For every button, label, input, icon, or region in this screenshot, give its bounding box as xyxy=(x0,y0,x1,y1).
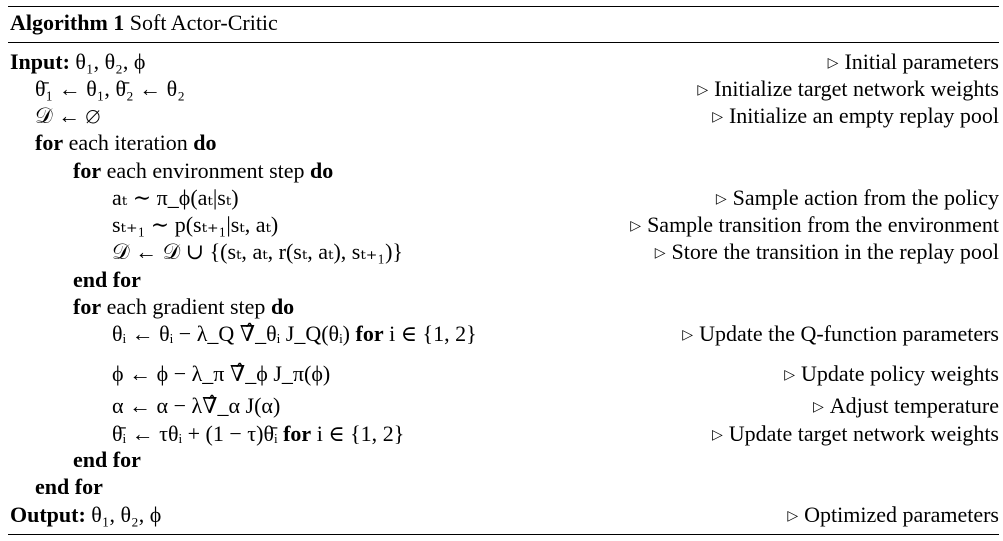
algorithm-code: for each environment step do xyxy=(73,158,334,183)
algorithm-comment xyxy=(787,501,999,532)
algorithm-code: aₜ ∼ π_ϕ(aₜ|sₜ) xyxy=(112,185,239,210)
comment-triangle-icon: ▷ xyxy=(787,509,799,524)
algorithm-code: for each iteration do xyxy=(35,130,217,155)
comment-text: Optimized parameters xyxy=(804,502,999,527)
algorithm-line xyxy=(0,293,999,320)
algorithm-code: Output: θ₁, θ₂, ϕ xyxy=(10,502,162,527)
bottom-rule xyxy=(8,534,999,535)
comment-text: Store the transition in the replay pool xyxy=(671,239,999,264)
comment-triangle-icon: ▷ xyxy=(682,328,694,343)
algorithm-comment xyxy=(813,392,999,423)
algorithm-code: 𝒟 ← 𝒟 ∪ {(sₜ, aₜ, r(sₜ, aₜ), sₜ₊₁)} xyxy=(112,239,403,264)
algorithm-code: θᵢ ← θᵢ − λ_Q ∇̂_θᵢ J_Q(θᵢ) for i ∈ {1, 2} xyxy=(112,321,477,346)
algorithm-line xyxy=(0,211,999,238)
algorithm-code: θ̄₁ ← θ₁, θ̄₂ ← θ₂ xyxy=(35,76,185,101)
algorithm-line xyxy=(0,184,999,211)
algorithm-code: sₜ₊₁ ∼ p(sₜ₊₁|sₜ, aₜ) xyxy=(112,212,279,237)
algorithm-line xyxy=(0,501,999,528)
algorithm-code: end for xyxy=(73,447,141,472)
algorithm-line xyxy=(0,360,999,387)
comment-text: Initialize an empty replay pool xyxy=(728,103,999,128)
comment-text: Sample action from the policy xyxy=(732,185,999,210)
comment-triangle-icon: ▷ xyxy=(827,56,839,71)
algorithm-line xyxy=(0,420,999,447)
algorithm-line xyxy=(0,129,999,156)
algorithm-line xyxy=(0,48,999,75)
algorithm-comment xyxy=(784,360,999,391)
comment-triangle-icon: ▷ xyxy=(784,368,796,383)
comment-text: Initial parameters xyxy=(844,49,999,74)
algorithm-number: Algorithm 1 xyxy=(10,10,125,35)
algorithm-line xyxy=(0,75,999,102)
algorithm-code: end for xyxy=(73,267,141,292)
comment-text: Initialize target network weights xyxy=(714,76,999,101)
algorithm-code: end for xyxy=(35,474,103,499)
comment-triangle-icon: ▷ xyxy=(654,246,666,261)
algorithm-line xyxy=(0,157,999,184)
comment-triangle-icon: ▷ xyxy=(712,110,723,125)
algorithm-title xyxy=(10,9,278,37)
algorithm-comment xyxy=(682,320,999,351)
algorithm-code: for each gradient step do xyxy=(73,294,295,319)
algorithm-line xyxy=(0,238,999,265)
comment-triangle-icon: ▷ xyxy=(711,428,723,443)
algorithm-code: α ← α − λ∇̂_α J(α) xyxy=(112,393,281,418)
title-rule xyxy=(8,42,999,43)
comment-triangle-icon: ▷ xyxy=(812,400,824,415)
algorithm-code: ϕ ← ϕ − λ_π ∇̂_ϕ J_π(ϕ) xyxy=(112,361,331,386)
comment-text: Sample transition from the environment xyxy=(647,212,999,237)
algorithm-code: θ̄ᵢ ← τθᵢ + (1 − τ)θ̄ᵢ for i ∈ {1, 2} xyxy=(112,421,405,446)
comment-text: Update policy weights xyxy=(801,361,999,386)
algorithm-line xyxy=(0,102,999,129)
comment-text: Update the Q-function parameters xyxy=(699,321,999,346)
comment-triangle-icon: ▷ xyxy=(715,192,727,207)
comment-text: Update target network weights xyxy=(728,421,999,446)
algorithm-line xyxy=(0,320,999,347)
comment-triangle-icon: ▷ xyxy=(630,219,642,234)
algorithm-code: Input: θ₁, θ₂, ϕ xyxy=(10,49,146,74)
comment-triangle-icon: ▷ xyxy=(697,83,709,98)
algorithm-code: 𝒟 ← ∅ xyxy=(35,103,101,128)
algorithm-comment xyxy=(655,238,999,269)
algorithm-line xyxy=(0,473,999,500)
algorithm-line xyxy=(0,392,999,419)
algorithm-line xyxy=(0,446,999,473)
algorithm-name: Soft Actor-Critic xyxy=(129,10,278,35)
comment-text: Adjust temperature xyxy=(829,393,999,418)
algorithm-line xyxy=(0,266,999,293)
top-rule xyxy=(8,6,999,7)
